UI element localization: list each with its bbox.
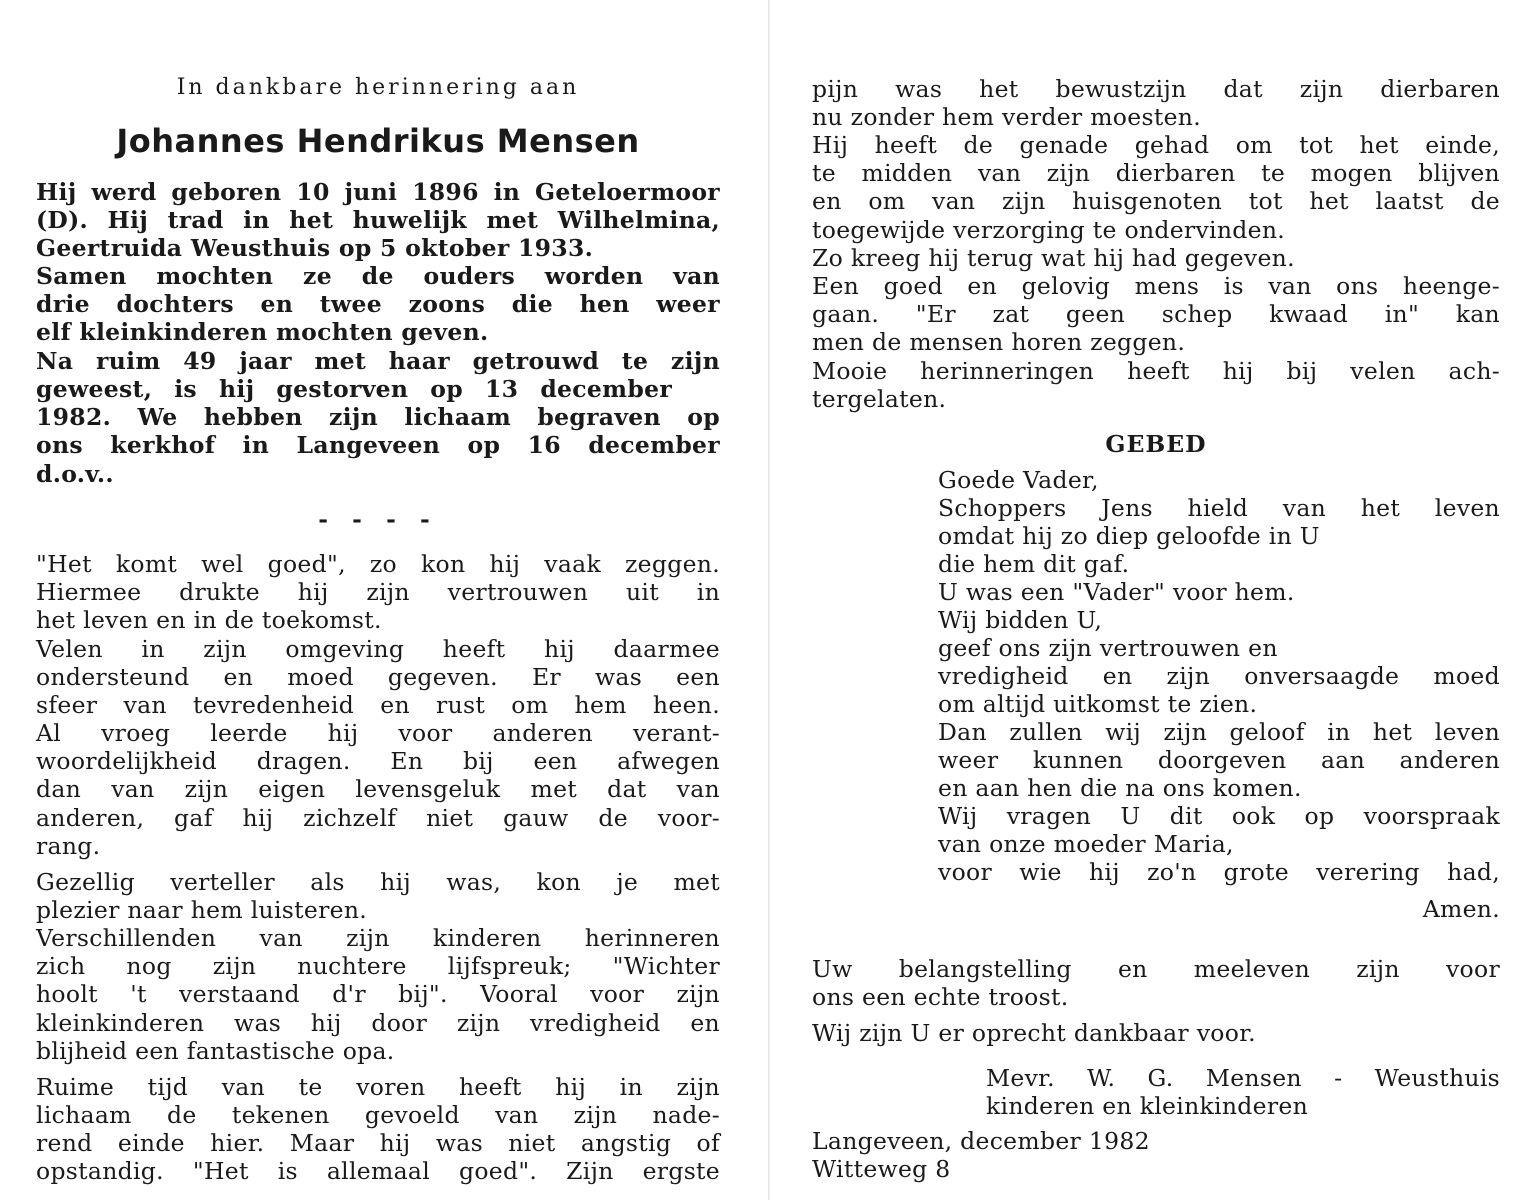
thanks-line: Uw belangstelling en meeleven zijn voor <box>812 955 1500 983</box>
prayer-line: van onze moeder Maria, <box>938 830 1234 858</box>
body-line: nu zonder hem verder moesten. <box>812 103 1201 131</box>
body-line: tergelaten. <box>812 385 947 413</box>
body-line: kleinkinderen was hij door zijn vredigheid en <box>36 1009 720 1037</box>
bio-line: Samen mochten ze de ouders worden van <box>36 262 720 290</box>
separator: - - - - <box>318 505 438 533</box>
body-line: en om van zijn huisgenoten tot het laatst de <box>812 187 1500 215</box>
body-line: rend einde hier. Maar hij was niet angstig of <box>36 1129 720 1157</box>
body-line: te midden van zijn dierbaren te mogen blijven <box>812 159 1500 187</box>
prayer-title: GEBED <box>1105 430 1207 458</box>
prayer-line: weer kunnen doorgeven aan anderen <box>938 746 1500 774</box>
body-line: dan van zijn eigen levensgeluk met dat van <box>36 775 720 803</box>
body-line: Ruime tijd van te voren heeft hij in zijn <box>36 1073 720 1101</box>
bio-line: elf kleinkinderen mochten geven. <box>36 318 489 346</box>
prayer-line: geef ons zijn vertrouwen en <box>938 634 1278 662</box>
signature-line: Mevr. W. G. Mensen - Weusthuis <box>986 1064 1500 1092</box>
prayer-line: omdat hij zo diep geloofde in U <box>938 522 1320 550</box>
body-line: Mooie herinneringen heeft hij bij velen ach- <box>812 357 1500 385</box>
bio-line: Geertruida Weusthuis op 5 oktober 1933. <box>36 234 594 262</box>
body-line: zich nog zijn nuchtere lijfspreuk; "Wichter <box>36 952 720 980</box>
signature-line: kinderen en kleinkinderen <box>986 1092 1309 1120</box>
thanks-line: Wij zijn U er oprecht dankbaar voor. <box>812 1019 1256 1047</box>
prayer-line: die hem dit gaf. <box>938 550 1130 578</box>
address: Witteweg 8 <box>812 1155 951 1183</box>
body-line: Zo kreeg hij terug wat hij had gegeven. <box>812 244 1295 272</box>
body-line: Verschillenden van zijn kinderen herinneren <box>36 924 720 952</box>
body-line: Hij heeft de genade gehad om tot het einde, <box>812 131 1500 159</box>
bio-line: (D). Hij trad in het huwelijk met Wilhelmina, <box>36 206 720 234</box>
bio-line: drie dochters en twee zoons die hen weer <box>36 290 720 318</box>
body-line: het leven en in de toekomst. <box>36 606 382 634</box>
body-line: Hiermee drukte hij zijn vertrouwen uit in <box>36 578 720 606</box>
body-line: Al vroeg leerde hij voor anderen verant- <box>36 719 720 747</box>
bio-line: Na ruim 49 jaar met haar getrouwd te zijn <box>36 347 720 375</box>
body-line: gaan. "Er zat geen schep kwaad in" kan <box>812 300 1500 328</box>
body-line: opstandig. "Het is allemaal goed". Zijn ergste <box>36 1157 720 1185</box>
intro-line: In dankbare herinnering aan <box>176 75 580 100</box>
body-line: men de mensen horen zeggen. <box>812 328 1186 356</box>
prayer-line: Wij bidden U, <box>938 606 1103 634</box>
body-line: lichaam de tekenen gevoeld van zijn nade- <box>36 1101 720 1129</box>
body-line: hoolt 't verstaand d'r bij". Vooral voor zijn <box>36 980 720 1008</box>
prayer-line: om altijd uitkomst te zien. <box>938 690 1258 718</box>
prayer-line: Schoppers Jens hield van het leven <box>938 494 1500 522</box>
body-line: ondersteund en moed gegeven. Er was een <box>36 663 720 691</box>
prayer-line: vredigheid en zijn onversaagde moed <box>938 662 1500 690</box>
card-fold <box>768 0 770 1200</box>
body-line: toegewijde verzorging te ondervinden. <box>812 216 1286 244</box>
prayer-line: Goede Vader, <box>938 466 1099 494</box>
prayer-line: en aan hen die na ons komen. <box>938 774 1302 802</box>
body-line: anderen, gaf hij zichzelf niet gauw de voor- <box>36 804 720 832</box>
body-line: pijn was het bewustzijn dat zijn dierbaren <box>812 75 1500 103</box>
bio-line: Hij werd geboren 10 juni 1896 in Geteloermoor <box>36 178 720 206</box>
prayer-amen: Amen. <box>1422 895 1500 923</box>
body-line: blijheid een fantastische opa. <box>36 1037 395 1065</box>
thanks-line: ons een echte troost. <box>812 983 1069 1011</box>
body-line: Een goed en gelovig mens is van ons heenge- <box>812 272 1500 300</box>
bio-line: 1982. We hebben zijn lichaam begraven op <box>36 403 720 431</box>
body-line: Gezellig verteller als hij was, kon je met <box>36 868 720 896</box>
prayer-line: U was een "Vader" voor hem. <box>938 578 1295 606</box>
body-line: plezier naar hem luisteren. <box>36 896 368 924</box>
deceased-name: Johannes Hendrikus Mensen <box>116 122 640 160</box>
body-line: sfeer van tevredenheid en rust om hem heen. <box>36 691 720 719</box>
body-line: Velen in zijn omgeving heeft hij daarmee <box>36 635 720 663</box>
body-line: rang. <box>36 832 101 860</box>
prayer-line: voor wie hij zo'n grote verering had, <box>938 858 1500 886</box>
body-line: woordelijkheid dragen. En bij een afwegen <box>36 747 720 775</box>
place-date: Langeveen, december 1982 <box>812 1127 1150 1155</box>
prayer-line: Dan zullen wij zijn geloof in het leven <box>938 718 1500 746</box>
bio-line: geweest, is hij gestorven op 13 december <box>36 375 672 403</box>
bio-line: d.o.v.. <box>36 460 114 488</box>
body-line: "Het komt wel goed", zo kon hij vaak zeggen. <box>36 550 720 578</box>
bio-line: ons kerkhof in Langeveen op 16 december <box>36 431 720 459</box>
prayer-line: Wij vragen U dit ook op voorspraak <box>938 802 1500 830</box>
